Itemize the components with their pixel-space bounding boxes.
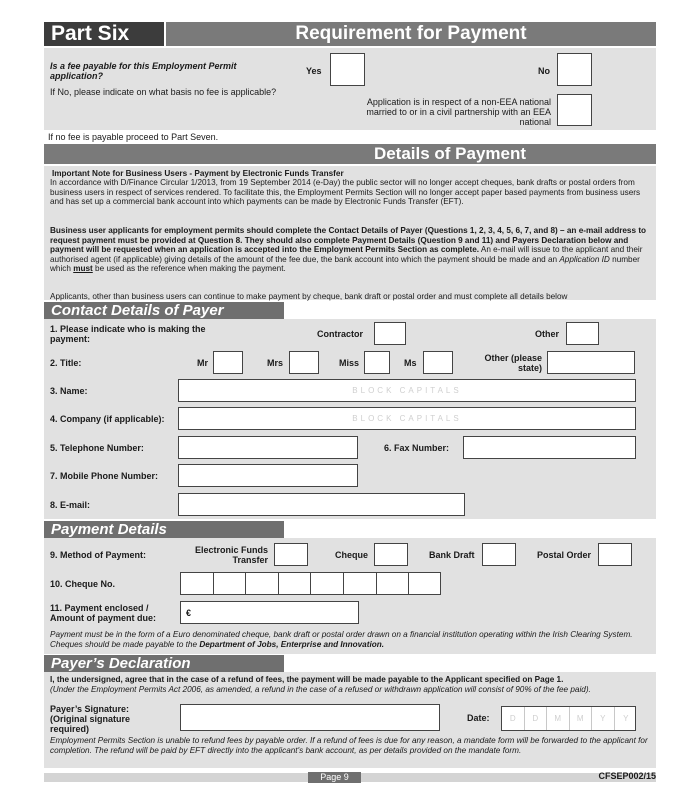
fee-yes-checkbox[interactable] [330,53,365,86]
fee-no-checkbox[interactable] [557,53,592,86]
note-paragraph: In accordance with D/Finance Circular 1/2013, from 19 September 2014 (e-Day) the public sector will no longer accept cheques, bank drafts or postal orders from business users in respect of services rendered. To facilitate this, the Employment Permits Section will no longer accept paper based payments from business users and has set up a commercial bank account into which payments can be made by Electronic Funds Transfer (EFT). [50,178,641,207]
fee-no-label: No [538,66,550,76]
postal-order-checkbox[interactable] [598,543,632,566]
q10-label: 10. Cheque No. [50,579,116,589]
declaration-agreement: I, the undersigned, agree that in the case of a refund of fees, the payment will be made payable to the Applicant specified on Page 1. [50,675,564,684]
ms-label: Ms [404,358,417,368]
declaration-refund-clause: (Under the Employment Permits Act 2006, as amended, a refund in the case of a refused or withdrawn application will consist of 90% of the fee paid). [50,684,591,694]
amount-input[interactable] [180,601,359,624]
business-paragraph-bold: Business user applicants for employment permits should complete the Contact Details of Payer (Questions 1, 2, 3, 4, 5, 6, 7, and 8) – an e-mail address to request payment must be provided at Question 8. They should also complete Payment Details (Question 9 and 11) and Payers Declaration below and payment will be requested when an application is accepted into the Employment Permits Section as complete. [50,226,647,255]
contractor-checkbox[interactable] [374,322,406,345]
note-title: Important Note for Business Users - Payment by Electronic Funds Transfer [52,169,344,178]
mrs-checkbox[interactable] [289,351,319,374]
fee-yes-label: Yes [306,66,322,76]
eft-label: Electronic Funds Transfer [194,545,268,565]
q6-label: 6. Fax Number: [384,443,450,453]
date-month-2: M [570,707,593,730]
q1-label: 1. Please indicate who is making the payment: [50,324,206,344]
declaration-section-title: Payer’s Declaration [44,655,284,672]
cheque-number-input[interactable] [180,572,441,595]
mrs-label: Mrs [267,358,284,368]
declaration-text [50,675,650,694]
q4-label: 4. Company (if applicable): [50,414,165,424]
miss-label: Miss [339,358,360,368]
euro-symbol: € [186,608,192,618]
business-paragraph-tail2: number which [50,254,640,274]
date-day-2: D [525,707,548,730]
payment-note [50,630,654,649]
other-checkbox[interactable] [566,322,599,345]
company-placeholder: BLOCK CAPITALS [352,414,462,423]
date-year-1: Y [592,707,615,730]
refund-note: Employment Permits Section is unable to refund fees by payable order. If a refund of fees is due for any reason, a mandate form will be forwarded to the applicant for completion. The refund will be paid by EFT directly into the applicant's bank account, as per details provided on the mandate form. [50,736,648,755]
miss-checkbox[interactable] [364,351,390,374]
business-paragraph-tail3: be used as the reference when making the payment. [92,264,286,274]
q8-label: 8. E-mail: [50,500,91,510]
page-number: Page 9 [320,772,349,782]
date-label: Date: [467,713,490,723]
cheque-checkbox[interactable] [374,543,408,566]
signature-label: Payer’s Signature: (Original signature required) [50,704,131,734]
eft-checkbox[interactable] [274,543,308,566]
contact-section-title: Contact Details of Payer [44,302,284,319]
date-year-2: Y [623,714,629,723]
name-placeholder: BLOCK CAPITALS [352,386,462,395]
q7-label: 7. Mobile Phone Number: [50,471,159,481]
date-input[interactable] [501,706,636,731]
date-month-1: M [547,707,570,730]
non-eea-label: Application is in respect of a non-EEA national married to or in a civil partnership with an EEA national [366,97,551,127]
contractor-label: Contractor [317,329,364,339]
signature-input[interactable] [180,704,440,731]
part-label: Part Six [51,22,130,45]
business-paragraph-tail: An e-mail will issue to the applicant and their authorised agent (if applicable) giving details of the amount of the fee due, the bank account into which the payment should be made and an [50,245,643,264]
telephone-input[interactable] [178,436,358,459]
other-label: Other [535,329,560,339]
q2-label: 2. Title: [50,358,82,368]
details-title: Details of Payment [373,144,527,163]
other-state-label: Other (please state) [484,353,542,373]
cheque-label: Cheque [335,550,369,560]
ms-checkbox[interactable] [423,351,453,374]
q3-label: 3. Name: [50,386,88,396]
payment-section-title: Payment Details [44,521,284,538]
q9-label: 9. Method of Payment: [50,550,147,560]
mobile-input[interactable] [178,464,358,487]
non-eea-checkbox[interactable] [557,94,592,126]
payment-note-text: Payment must be in the form of a Euro denominated cheque, bank draft or postal order drawn on a financial institution operating within the Irish Clearing System. Cheques should be made payable to the [50,630,633,649]
others-paragraph: Applicants, other than business users can continue to make payment by cheque, bank draft or postal order and must complete all details below [50,292,568,301]
date-day-1: D [502,707,525,730]
q5-label: 5. Telephone Number: [50,443,144,453]
mr-label: Mr [197,358,208,368]
proceed-note: If no fee is payable proceed to Part Seven. [48,132,219,142]
business-paragraph [50,226,650,274]
fax-input[interactable] [463,436,636,459]
bank-draft-checkbox[interactable] [482,543,516,566]
mr-checkbox[interactable] [213,351,243,374]
payment-note-payee: Department of Jobs, Enterprise and Innovation. [199,639,385,649]
postal-order-label: Postal Order [537,550,592,560]
application-id-text: Application ID [559,254,610,264]
email-input[interactable] [178,493,465,516]
fee-basis-question: If No, please indicate on what basis no fee is applicable? [50,87,277,97]
fee-question: Is a fee payable for this Employment Permit application? [50,61,237,81]
form-code: CFSEP002/15 [598,771,656,781]
other-title-input[interactable] [547,351,635,374]
part-title: Requirement for Payment [295,23,527,44]
q11-label: 11. Payment enclosed / Amount of payment due: [50,603,156,623]
bank-draft-label: Bank Draft [429,550,475,560]
must-text: must [73,264,93,274]
